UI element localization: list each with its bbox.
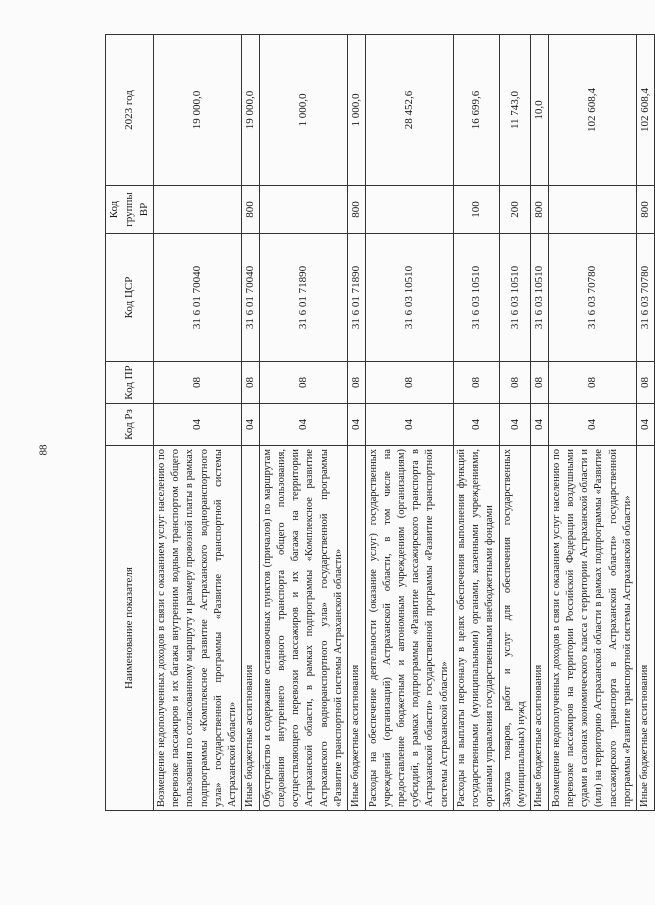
row-csr: 31 6 03 70780 — [637, 234, 655, 362]
table-row — [347, 35, 365, 811]
row-pr: 08 — [499, 362, 530, 404]
row-amount: 11 743,0 — [499, 35, 530, 186]
row-vr: 200 — [499, 186, 530, 234]
row-name: Иные бюджетные ассигнования — [242, 446, 260, 811]
row-amount: 28 452,6 — [365, 35, 453, 186]
row-csr: 31 6 03 10510 — [531, 234, 549, 362]
row-csr: 31 6 03 10510 — [365, 234, 453, 362]
header-year: 2023 год — [106, 35, 154, 186]
row-csr: 31 6 03 70780 — [548, 234, 636, 362]
row-vr — [259, 186, 347, 234]
row-name: Иные бюджетные ассигнования — [637, 446, 655, 811]
row-pr: 08 — [453, 362, 499, 404]
page-number: 88 — [37, 444, 50, 456]
row-csr: 31 6 01 70040 — [242, 234, 260, 362]
row-amount: 10,0 — [531, 35, 549, 186]
row-amount: 16 699,6 — [453, 35, 499, 186]
row-vr: 800 — [347, 186, 365, 234]
row-csr: 31 6 03 10510 — [453, 234, 499, 362]
header-csr: Код ЦСР — [106, 234, 154, 362]
header-pr: Код ПР — [106, 362, 154, 404]
table-row — [453, 35, 499, 811]
table-row — [365, 35, 453, 811]
header-name: Наименование показателя — [106, 446, 154, 811]
row-name: Обустройство и содержание остановочных пунктов (причалов) по маршрутам следования внутреннего водного транспорта общего пользования, осуществляющего перевозки пассажиров и их багажа на территории Астраханской области, в рамках подпрограммы «Комплексное развитие Астраханского водноранспортного узла» государственной программы «Развитие транспортной системы Астраханской области» — [259, 446, 347, 811]
row-pr: 08 — [242, 362, 260, 404]
table-row — [637, 35, 655, 811]
row-rz: 04 — [242, 404, 260, 446]
row-pr: 08 — [347, 362, 365, 404]
table-row — [499, 35, 530, 811]
table-row — [259, 35, 347, 811]
row-vr: 100 — [453, 186, 499, 234]
row-name: Иные бюджетные ассигнования — [531, 446, 549, 811]
table-row — [242, 35, 260, 811]
row-name: Иные бюджетные ассигнования — [347, 446, 365, 811]
row-rz: 04 — [365, 404, 453, 446]
table-header-row — [106, 35, 154, 811]
header-rz: Код Рз — [106, 404, 154, 446]
row-amount: 102 608,4 — [548, 35, 636, 186]
row-vr: 800 — [242, 186, 260, 234]
row-name: Возмещение недополученных доходов в связи с оказанием услуг населению по перевозке пассажиров и их багажа внутренним водным транспортом общего пользования по согласованному маршруту и размеру провозной платы в рамках подпрограммы «Комплексное развитие Астраханского водноранспортного узла» государственной программы «Развитие транспортной системы Астраханской области» — [154, 446, 242, 811]
row-rz: 04 — [637, 404, 655, 446]
row-pr: 08 — [365, 362, 453, 404]
row-csr: 31 6 01 71890 — [259, 234, 347, 362]
row-name: Расходы на обеспечение деятельности (оказание услуг) государственных учреждений (организаций) Астраханской области, в том числе на предоставление бюджетным и автономным учреждениям (организациям) субсидий, в рамках подпрограммы «Развитие пассажирского транспорта в Астраханской области» государственной программы «Развитие транспортной системы Астраханской области» — [365, 446, 453, 811]
row-rz: 04 — [548, 404, 636, 446]
header-vr: Код группы ВР — [106, 186, 154, 234]
row-rz: 04 — [154, 404, 242, 446]
table-row — [154, 35, 242, 811]
row-amount: 102 608,4 — [637, 35, 655, 186]
row-vr — [154, 186, 242, 234]
row-name: Расходы на выплаты персоналу в целях обеспечения выполнения функций государственными (муниципальными) органами, казенными учреждениями, органами управления государственными внебюджетными фондами — [453, 446, 499, 811]
row-rz: 04 — [499, 404, 530, 446]
row-vr — [365, 186, 453, 234]
row-vr: 800 — [637, 186, 655, 234]
budget-table — [105, 34, 655, 811]
row-amount: 1 000,0 — [347, 35, 365, 186]
row-rz: 04 — [453, 404, 499, 446]
row-amount: 1 000,0 — [259, 35, 347, 186]
row-vr: 800 — [531, 186, 549, 234]
row-pr: 08 — [531, 362, 549, 404]
table-row — [531, 35, 549, 811]
row-pr: 08 — [548, 362, 636, 404]
row-name: Закупка товаров, работ и услуг для обеспечения государственных (муниципальных) нужд — [499, 446, 530, 811]
table-row — [548, 35, 636, 811]
row-rz: 04 — [347, 404, 365, 446]
row-rz: 04 — [259, 404, 347, 446]
row-csr: 31 6 03 10510 — [499, 234, 530, 362]
row-amount: 19 000,0 — [242, 35, 260, 186]
row-pr: 08 — [154, 362, 242, 404]
row-rz: 04 — [531, 404, 549, 446]
rotated-table-wrapper — [105, 35, 652, 811]
row-pr: 08 — [637, 362, 655, 404]
row-csr: 31 6 01 70040 — [154, 234, 242, 362]
row-name: Возмещение недополученных доходов в связи с оказанием услуг населению по перевозке пассажиров на территории Российской Федерации воздушными судами в салонах экономического класса с территории Астраханской области и (или) на территорию Астраханской области в рамках подпрограммы «Развитие пассажирского транспорта в Астраханской области» государственной программы «Развитие транспортной системы Астраханской области» — [548, 446, 636, 811]
row-vr — [548, 186, 636, 234]
row-amount: 19 000,0 — [154, 35, 242, 186]
row-pr: 08 — [259, 362, 347, 404]
row-csr: 31 6 01 71890 — [347, 234, 365, 362]
